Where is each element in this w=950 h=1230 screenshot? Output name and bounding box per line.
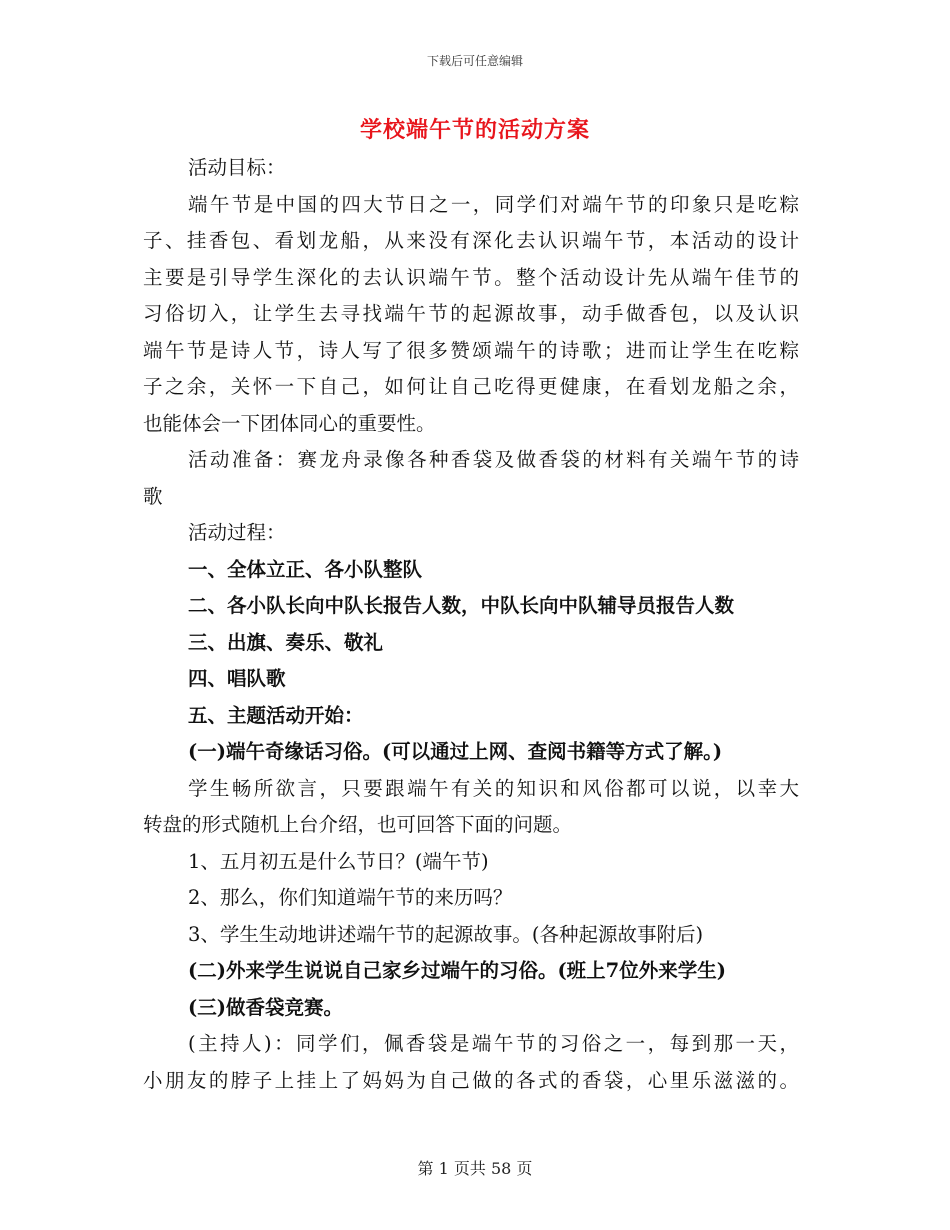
body-line: 端午节是中国的四大节日之一，同学们对端午节的印象只是吃粽 <box>188 192 799 216</box>
body-line: 子之余，关怀一下自己，如何让自己吃得更健康，在看划龙船之余， <box>143 375 799 398</box>
body-line: 子、挂香包、看划龙船，从来没有深化去认识端午节，本活动的设计 <box>143 229 799 252</box>
page-header: 下载后可任意编辑 <box>426 54 523 68</box>
body-line: 主要是引导学生深化的去认识端午节。整个活动设计先从端午佳节的 <box>143 265 799 289</box>
body-line: 习俗切入，让学生去寻找端午节的起源故事，动手做香包，以及认识 <box>143 302 799 325</box>
body-line: 1、五月初五是什么节日？(端午节) <box>188 849 489 873</box>
body-line: (二)外来学生说说自己家乡过端午的习俗。(班上7位外来学生) <box>188 959 726 982</box>
body-line: (三)做香袋竞赛。 <box>188 995 343 1019</box>
body-line: 三、出旗、奏乐、敬礼 <box>188 630 384 654</box>
body-line: 学生畅所欲言，只要跟端午有关的知识和风俗都可以说，以幸大 <box>188 776 799 800</box>
document-title: 学校端午节的活动方案 <box>359 117 590 143</box>
body-line: (主持人)：同学们，佩香袋是端午节的习俗之一，每到那一天， <box>188 1032 799 1055</box>
body-line: 转盘的形式随机上台介绍，也可回答下面的问题。 <box>143 813 573 836</box>
body-line: 四、唱队歌 <box>188 667 286 690</box>
body-line: 小朋友的脖子上挂上了妈妈为自己做的各式的香袋，心里乐滋滋的。 <box>143 1068 799 1092</box>
body-line: 2、那么，你们知道端午节的来历吗？ <box>188 886 513 909</box>
body-line: 活动准备：赛龙舟录像各种香袋及做香袋的材料有关端午节的诗 <box>188 448 799 471</box>
body-line: 歌 <box>143 484 163 508</box>
body-line: 一、全体立正、各小队整队 <box>188 557 423 581</box>
body-line: 活动目标： <box>188 156 286 179</box>
body-line: 也能体会一下团体同心的重要性。 <box>143 411 436 435</box>
body-line: 活动过程： <box>188 521 286 544</box>
body-line: 3、学生生动地讲述端午节的起源故事。(各种起源故事附后) <box>188 922 704 946</box>
page-footer: 第 1 页共 58 页 <box>417 1159 533 1178</box>
body-line: 五、主题活动开始： <box>188 703 364 727</box>
document-body <box>143 150 799 1099</box>
body-line: (一)端午奇缘话习俗。(可以通过上网、查阅书籍等方式了解。) <box>188 740 723 763</box>
body-line: 端午节是诗人节，诗人写了很多赞颂端午的诗歌；进而让学生在吃粽 <box>143 338 799 362</box>
body-line: 二、各小队长向中队长报告人数，中队长向中队辅导员报告人数 <box>188 594 735 617</box>
